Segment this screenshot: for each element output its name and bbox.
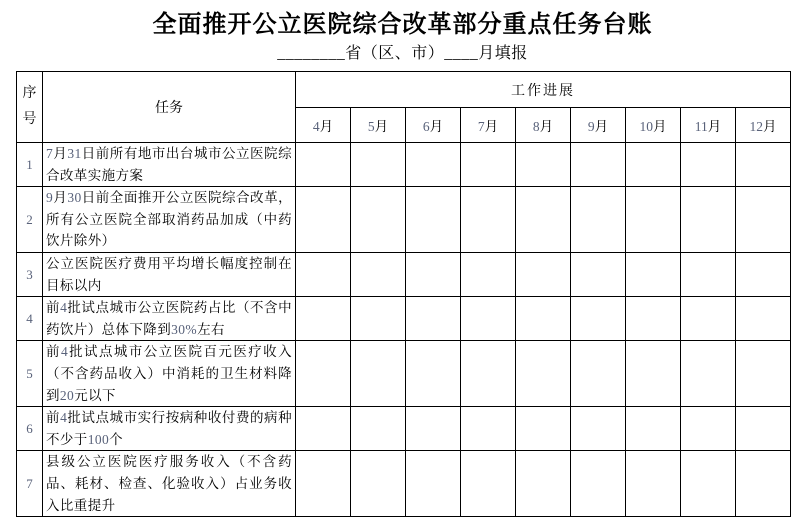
progress-cell	[461, 451, 516, 517]
progress-cell	[461, 252, 516, 296]
task-ledger-table	[16, 71, 791, 517]
progress-cell	[571, 341, 626, 407]
progress-cell	[296, 252, 351, 296]
progress-cell	[736, 187, 791, 253]
progress-cell	[516, 187, 571, 253]
serial-cell: 6	[17, 407, 43, 451]
task-cell: 9月30日前全面推开公立医院综合改革，所有公立医院全部取消药品加成（中药饮片除外）	[43, 187, 296, 253]
serial-cell: 1	[17, 143, 43, 187]
progress-cell	[406, 341, 461, 407]
header-month-nov: 11月	[681, 108, 736, 143]
task-cell: 前4批试点城市公立医院药占比（不含中药饮片）总体下降到30%左右	[43, 297, 296, 341]
progress-cell	[296, 187, 351, 253]
task-cell: 前4批试点城市实行按病种收付费的病种不少于100个	[43, 407, 296, 451]
progress-cell	[351, 252, 406, 296]
page-subtitle: ________省（区、市）____月填报	[277, 45, 528, 62]
progress-cell	[516, 341, 571, 407]
progress-cell	[571, 297, 626, 341]
progress-cell	[571, 451, 626, 517]
progress-cell	[681, 341, 736, 407]
page-title: 全面推开公立医院综合改革部分重点任务台账	[152, 12, 653, 38]
progress-cell	[296, 451, 351, 517]
header-progress: 工作进展	[296, 72, 791, 108]
progress-cell	[571, 143, 626, 187]
progress-cell	[681, 407, 736, 451]
progress-cell	[296, 143, 351, 187]
progress-cell	[736, 451, 791, 517]
progress-cell	[736, 297, 791, 341]
progress-cell	[626, 187, 681, 253]
header-row-top	[17, 72, 791, 108]
progress-cell	[351, 451, 406, 517]
progress-cell	[296, 341, 351, 407]
task-cell: 7月31日前所有地市出台城市公立医院综合改革实施方案	[43, 143, 296, 187]
header-month-aug: 8月	[516, 108, 571, 143]
progress-cell	[626, 143, 681, 187]
header-month-sep: 9月	[571, 108, 626, 143]
progress-cell	[406, 252, 461, 296]
header-month-dec: 12月	[736, 108, 791, 143]
header-month-apr: 4月	[296, 108, 351, 143]
serial-cell: 3	[17, 252, 43, 296]
progress-cell	[351, 297, 406, 341]
progress-cell	[571, 252, 626, 296]
progress-cell	[516, 451, 571, 517]
progress-cell	[626, 297, 681, 341]
table-row	[17, 252, 791, 296]
table-row	[17, 341, 791, 407]
task-cell: 前4批试点城市公立医院百元医疗收入（不含药品收入）中消耗的卫生材料降到20元以下	[43, 341, 296, 407]
progress-cell	[571, 187, 626, 253]
serial-cell: 7	[17, 451, 43, 517]
header-month-may: 5月	[351, 108, 406, 143]
header-month-oct: 10月	[626, 108, 681, 143]
header-month-jul: 7月	[461, 108, 516, 143]
serial-cell: 5	[17, 341, 43, 407]
progress-cell	[461, 187, 516, 253]
table-row	[17, 297, 791, 341]
serial-cell: 4	[17, 297, 43, 341]
progress-cell	[736, 252, 791, 296]
progress-cell	[736, 143, 791, 187]
progress-cell	[406, 297, 461, 341]
progress-cell	[461, 341, 516, 407]
progress-cell	[461, 297, 516, 341]
progress-cell	[736, 341, 791, 407]
progress-cell	[571, 407, 626, 451]
table-row	[17, 451, 791, 517]
header-month-jun: 6月	[406, 108, 461, 143]
progress-cell	[516, 407, 571, 451]
progress-cell	[681, 252, 736, 296]
task-cell: 县级公立医院医疗服务收入（不含药品、耗材、检查、化验收入）占业务收入比重提升	[43, 451, 296, 517]
progress-cell	[351, 341, 406, 407]
progress-cell	[681, 187, 736, 253]
progress-cell	[351, 407, 406, 451]
progress-cell	[736, 407, 791, 451]
progress-cell	[516, 143, 571, 187]
progress-cell	[296, 297, 351, 341]
header-task: 任务	[43, 72, 296, 143]
header-serial: 序号	[17, 72, 43, 143]
task-cell: 公立医院医疗费用平均增长幅度控制在目标以内	[43, 252, 296, 296]
progress-cell	[351, 187, 406, 253]
progress-cell	[406, 143, 461, 187]
progress-cell	[351, 143, 406, 187]
serial-cell: 2	[17, 187, 43, 253]
progress-cell	[461, 143, 516, 187]
progress-cell	[406, 187, 461, 253]
progress-cell	[626, 451, 681, 517]
table-row	[17, 143, 791, 187]
progress-cell	[681, 143, 736, 187]
table-row	[17, 407, 791, 451]
progress-cell	[681, 297, 736, 341]
progress-cell	[406, 407, 461, 451]
progress-cell	[406, 451, 461, 517]
progress-cell	[626, 252, 681, 296]
progress-cell	[296, 407, 351, 451]
progress-cell	[681, 451, 736, 517]
progress-cell	[461, 407, 516, 451]
progress-cell	[516, 297, 571, 341]
progress-cell	[626, 341, 681, 407]
progress-cell	[516, 252, 571, 296]
table-row	[17, 187, 791, 253]
progress-cell	[626, 407, 681, 451]
